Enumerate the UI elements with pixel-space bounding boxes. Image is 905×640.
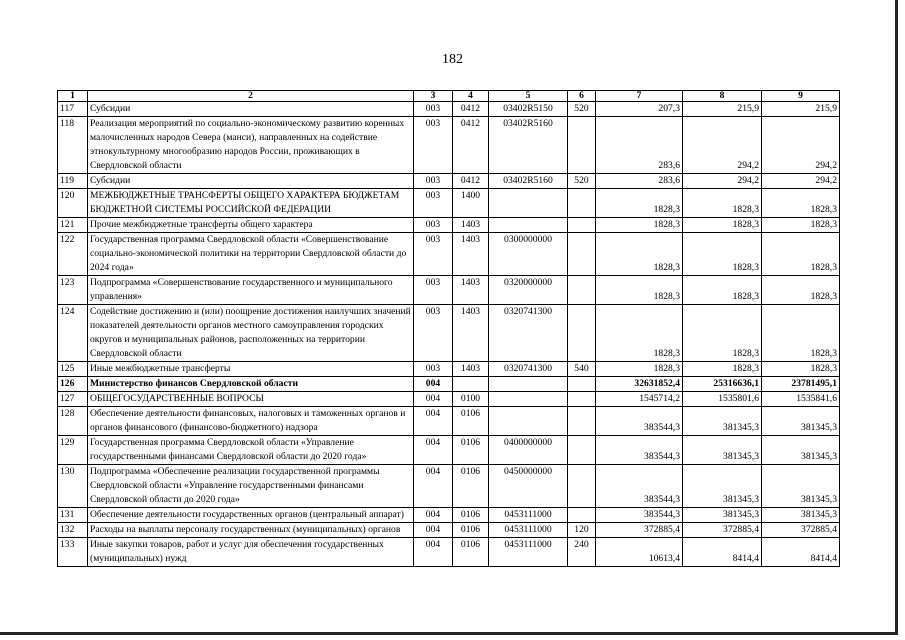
amount-year-3: 215,9 [762,102,840,117]
section-code: 0106 [453,465,489,508]
expense-type-code: 520 [568,102,596,117]
section-code [453,377,489,392]
expense-name: Иные межбюджетные трансферты [88,362,414,377]
row-number: 131 [58,508,88,523]
expense-type-code [568,508,596,523]
section-code: 1403 [453,305,489,362]
expense-name: Подпрограмма «Совершенствование государственного и муниципального управления» [88,276,414,305]
target-article-code: 0320741300 [489,305,568,362]
amount-year-1: 383544,3 [596,407,683,436]
ministry-code: 003 [414,276,453,305]
amount-year-1: 1828,3 [596,218,683,233]
amount-year-2: 381345,3 [683,407,762,436]
expense-type-code: 540 [568,362,596,377]
amount-year-2: 372885,4 [683,523,762,538]
amount-year-2: 294,2 [683,174,762,189]
expense-name: Содействие достижению и (или) поощрение достижения наилучших значений показателей деятельности органов местного самоуправления городских округов и муниципальных районов, расположенных на территории Свердловской области [88,305,414,362]
amount-year-1: 283,6 [596,174,683,189]
ministry-code: 003 [414,102,453,117]
section-code: 0100 [453,392,489,407]
header-col-9: 9 [762,91,840,102]
table-row [58,174,840,189]
row-number: 117 [58,102,88,117]
amount-year-2: 215,9 [683,102,762,117]
target-article-code: 03402R5160 [489,117,568,174]
section-code: 1400 [453,189,489,218]
target-article-code [489,392,568,407]
expense-name: Государственная программа Свердловской области «Совершенствование социально-экономической политики на территории Свердловской области до 2024 года» [88,233,414,276]
ministry-code: 004 [414,392,453,407]
row-number: 133 [58,538,88,567]
target-article-code: 0400000000 [489,436,568,465]
expense-name: Подпрограмма «Обеспечение реализации государственной программы Свердловской области «Управление государственными финансами Свердловской области до 2020 года» [88,465,414,508]
table-row [58,362,840,377]
table-row [58,392,840,407]
row-number: 122 [58,233,88,276]
amount-year-1: 372885,4 [596,523,683,538]
amount-year-3: 1828,3 [762,362,840,377]
expense-type-code: 520 [568,174,596,189]
row-number: 125 [58,362,88,377]
ministry-code: 004 [414,436,453,465]
target-article-code: 0320741300 [489,362,568,377]
amount-year-2: 1828,3 [683,233,762,276]
target-article-code [489,377,568,392]
page-number: 182 [442,52,463,67]
target-article-code: 03402R5150 [489,102,568,117]
row-number: 121 [58,218,88,233]
amount-year-3: 23781495,1 [762,377,840,392]
amount-year-3: 1828,3 [762,189,840,218]
amount-year-1: 1828,3 [596,276,683,305]
expense-type-code [568,305,596,362]
section-code: 1403 [453,276,489,305]
expense-type-code: 120 [568,523,596,538]
header-col-7: 7 [596,91,683,102]
header-col-1: 1 [58,91,88,102]
row-number: 130 [58,465,88,508]
row-number: 123 [58,276,88,305]
amount-year-3: 8414,4 [762,538,840,567]
section-code: 0106 [453,538,489,567]
expense-name: Государственная программа Свердловской области «Управление государственными финансами Свердловской области до 2020 года» [88,436,414,465]
ministry-code: 004 [414,523,453,538]
expense-name: Министерство финансов Свердловской области [88,377,414,392]
target-article-code: 0453111000 [489,508,568,523]
expense-name: МЕЖБЮДЖЕТНЫЕ ТРАНСФЕРТЫ ОБЩЕГО ХАРАКТЕРА БЮДЖЕТАМ БЮДЖЕТНОЙ СИСТЕМЫ РОССИЙСКОЙ ФЕДЕРАЦИИ [88,189,414,218]
target-article-code [489,407,568,436]
amount-year-3: 381345,3 [762,465,840,508]
amount-year-1: 383544,3 [596,465,683,508]
amount-year-1: 207,3 [596,102,683,117]
amount-year-3: 1828,3 [762,233,840,276]
amount-year-3: 1828,3 [762,305,840,362]
amount-year-1: 10613,4 [596,538,683,567]
expense-name: ОБЩЕГОСУДАРСТВЕННЫЕ ВОПРОСЫ [88,392,414,407]
amount-year-2: 381345,3 [683,465,762,508]
table-row [58,508,840,523]
table-body [58,102,840,567]
section-code: 0106 [453,508,489,523]
amount-year-2: 1828,3 [683,362,762,377]
ministry-code: 003 [414,305,453,362]
expense-type-code [568,117,596,174]
amount-year-2: 1828,3 [683,189,762,218]
amount-year-2: 25316636,1 [683,377,762,392]
section-code: 0106 [453,407,489,436]
row-number: 127 [58,392,88,407]
expense-type-code [568,189,596,218]
table-row [58,465,840,508]
expense-name: Реализация мероприятий по социально-экономическому развитию коренных малочисленных народов Севера (манси), направленных на содействие этнокультурному многообразию народов России, проживающих в Свердловской области [88,117,414,174]
amount-year-3: 294,2 [762,174,840,189]
ministry-code: 003 [414,362,453,377]
amount-year-3: 381345,3 [762,436,840,465]
amount-year-2: 1535801,6 [683,392,762,407]
amount-year-3: 372885,4 [762,523,840,538]
table-row [58,407,840,436]
ministry-code: 003 [414,189,453,218]
table-row [58,276,840,305]
target-article-code: 03402R5160 [489,174,568,189]
expense-name: Иные закупки товаров, работ и услуг для обеспечения государственных (муниципальных) нужд [88,538,414,567]
expense-name: Обеспечение деятельности финансовых, налоговых и таможенных органов и органов финансового (финансово-бюджетного) надзора [88,407,414,436]
table-row [58,436,840,465]
section-code: 0106 [453,436,489,465]
expense-type-code [568,276,596,305]
ministry-code: 004 [414,508,453,523]
ministry-code: 003 [414,117,453,174]
expense-name: Прочие межбюджетные трансферты общего характера [88,218,414,233]
amount-year-3: 1828,3 [762,276,840,305]
expense-type-code [568,407,596,436]
amount-year-2: 1828,3 [683,276,762,305]
header-col-2: 2 [88,91,414,102]
row-number: 119 [58,174,88,189]
row-number: 124 [58,305,88,362]
table-row [58,218,840,233]
budget-table [57,90,840,567]
amount-year-2: 1828,3 [683,305,762,362]
expense-name: Расходы на выплаты персоналу государственных (муниципальных) органов [88,523,414,538]
ministry-code: 004 [414,465,453,508]
section-code: 1403 [453,218,489,233]
amount-year-1: 32631852,4 [596,377,683,392]
amount-year-1: 383544,3 [596,508,683,523]
amount-year-3: 381345,3 [762,407,840,436]
row-number: 132 [58,523,88,538]
table-row [58,102,840,117]
amount-year-1: 283,6 [596,117,683,174]
header-col-3: 3 [414,91,453,102]
header-col-8: 8 [683,91,762,102]
section-code: 0412 [453,117,489,174]
table-row [58,377,840,392]
header-col-4: 4 [453,91,489,102]
expense-type-code [568,465,596,508]
amount-year-1: 383544,3 [596,436,683,465]
target-article-code: 0450000000 [489,465,568,508]
target-article-code: 0320000000 [489,276,568,305]
row-number: 128 [58,407,88,436]
amount-year-2: 381345,3 [683,436,762,465]
ministry-code: 004 [414,407,453,436]
ministry-code: 004 [414,377,453,392]
amount-year-1: 1545714,2 [596,392,683,407]
section-code: 0106 [453,523,489,538]
amount-year-2: 1828,3 [683,218,762,233]
row-number: 118 [58,117,88,174]
amount-year-2: 8414,4 [683,538,762,567]
expense-name: Субсидии [88,102,414,117]
table-row [58,523,840,538]
table-header-row [58,91,840,102]
amount-year-1: 1828,3 [596,362,683,377]
ministry-code: 003 [414,174,453,189]
amount-year-1: 1828,3 [596,189,683,218]
amount-year-2: 381345,3 [683,508,762,523]
amount-year-1: 1828,3 [596,305,683,362]
expense-name: Обеспечение деятельности государственных органов (центральный аппарат) [88,508,414,523]
header-col-5: 5 [489,91,568,102]
table-row [58,538,840,567]
table-row [58,117,840,174]
section-code: 1403 [453,233,489,276]
row-number: 126 [58,377,88,392]
target-article-code: 0453111000 [489,523,568,538]
expense-type-code [568,218,596,233]
ministry-code: 003 [414,218,453,233]
table-row [58,233,840,276]
expense-type-code [568,392,596,407]
amount-year-1: 1828,3 [596,233,683,276]
target-article-code [489,189,568,218]
row-number: 120 [58,189,88,218]
amount-year-3: 1828,3 [762,218,840,233]
amount-year-2: 294,2 [683,117,762,174]
expense-type-code [568,377,596,392]
section-code: 0412 [453,174,489,189]
header-col-6: 6 [568,91,596,102]
section-code: 1403 [453,362,489,377]
ministry-code: 004 [414,538,453,567]
amount-year-3: 294,2 [762,117,840,174]
amount-year-3: 381345,3 [762,508,840,523]
amount-year-3: 1535841,6 [762,392,840,407]
target-article-code: 0300000000 [489,233,568,276]
target-article-code [489,218,568,233]
expense-type-code [568,233,596,276]
expense-type-code: 240 [568,538,596,567]
table-row [58,189,840,218]
table-row [58,305,840,362]
section-code: 0412 [453,102,489,117]
ministry-code: 003 [414,233,453,276]
row-number: 129 [58,436,88,465]
target-article-code: 0453111000 [489,538,568,567]
expense-name: Субсидии [88,174,414,189]
expense-type-code [568,436,596,465]
